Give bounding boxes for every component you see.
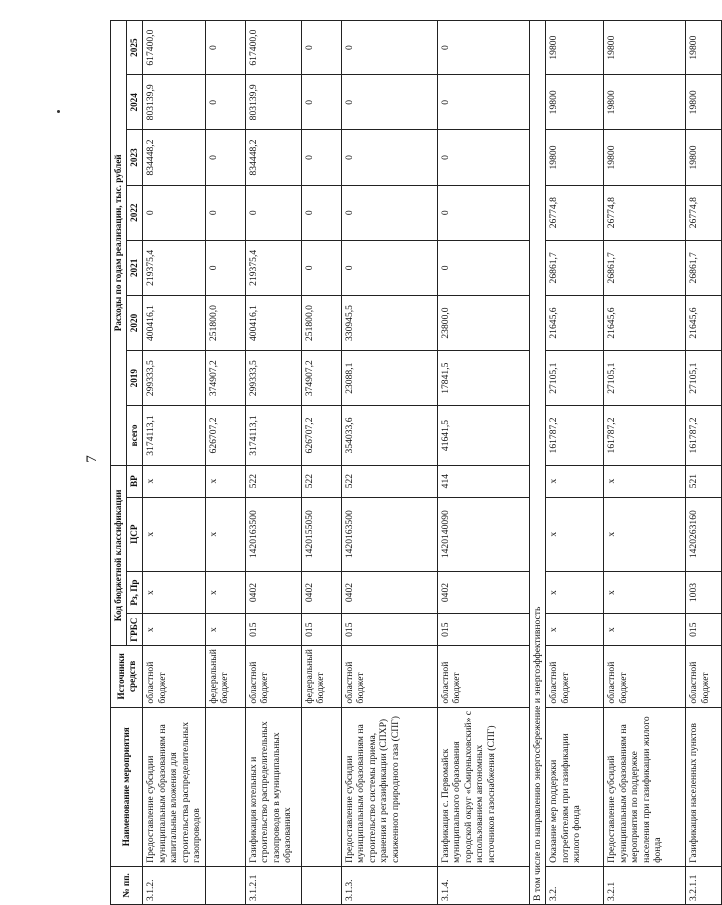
cell-vr: 522 [341,465,437,497]
cell-rzpr: х [205,571,245,613]
cell-year-value: 26861,7 [686,240,722,295]
cell-name: Газификация населенных пунктов [686,707,722,866]
cell-year-value: 19800 [686,75,722,130]
cell-rzpr: х [143,571,206,613]
cell-year-value: 27105,1 [686,351,722,406]
table-row [205,21,245,905]
page-number: 7 [84,455,100,463]
cell-vr: 522 [301,465,341,497]
cell-total: 161787,2 [546,406,604,465]
cell-year-value: 251800,0 [205,295,245,350]
cell-csr: 1420263160 [686,497,722,571]
cell-csr: 1420163500 [341,497,437,571]
cell-year-value: 19800 [604,21,686,75]
cell-num: 3.2.1 [604,866,686,904]
cell-year-value: 23088,1 [341,351,437,406]
cell-year-value: 26774,8 [604,185,686,240]
cell-year-value: 400416,1 [245,295,301,350]
scan-speck [57,110,60,113]
cell-year-value: 0 [341,185,437,240]
cell-year-value: 21645,6 [604,295,686,350]
cell-year-value: 19800 [546,130,604,185]
cell-num: 3.2.1.1 [686,866,722,904]
cell-source: областной бюджет [686,646,722,708]
cell-num: 3.1.2. [143,866,206,904]
cell-year-value: 400416,1 [143,295,206,350]
header-name: Наименование мероприятия [111,707,143,866]
cell-year-value: 19800 [686,21,722,75]
cell-vr: х [143,465,206,497]
cell-source: областной бюджет [245,646,301,708]
cell-num [205,866,245,904]
cell-year-value: 0 [301,75,341,130]
cell-year-value: 299333,5 [143,351,206,406]
cell-year-value: 0 [301,185,341,240]
header-num: № пп. [111,866,143,904]
cell-csr: х [546,497,604,571]
expense-table [110,20,722,905]
cell-year-value: 0 [205,240,245,295]
cell-year-value: 0 [301,240,341,295]
header-exp-group: Расходы по годам реализации, тыс. рублей [111,21,127,466]
cell-source: областной бюджет [143,646,206,708]
header-year: 2025 [127,21,143,75]
cell-year-value: 0 [341,240,437,295]
cell-total: 161787,2 [604,406,686,465]
table-body [143,21,722,905]
cell-year-value: 617400,0 [245,21,301,75]
cell-year-value: 26861,7 [546,240,604,295]
table-row [245,21,301,905]
cell-rzpr: 0402 [301,571,341,613]
cell-year-value: 803139,9 [245,75,301,130]
cell-rzpr: х [546,571,604,613]
table-row [546,21,604,905]
cell-year-value: 0 [437,185,529,240]
cell-year-value: 0 [437,75,529,130]
cell-name: Газификация котельных и строительство распределительных газопроводов в муниципальных образованиях [245,707,301,866]
cell-year-value: 19800 [604,75,686,130]
cell-vr: х [604,465,686,497]
header-total: всего [127,406,143,465]
cell-total: 3174113,1 [245,406,301,465]
cell-total: 626707,2 [301,406,341,465]
cell-vr: х [546,465,604,497]
cell-grbs: х [604,614,686,646]
cell-grbs: 015 [301,614,341,646]
cell-year-value: 27105,1 [546,351,604,406]
cell-year-value: 26861,7 [604,240,686,295]
cell-year-value: 330945,5 [341,295,437,350]
table-frame [110,20,711,905]
header-year: 2023 [127,130,143,185]
cell-year-value: 0 [437,21,529,75]
table-row [686,21,722,905]
cell-name [205,707,245,866]
cell-name: Предоставление субсидий муниципальным образованиям на мероприятия по поддержке населения при газификации жилого фонда [604,707,686,866]
cell-name: Оказание мер поддержки потребителям при газификации жилого фонда [546,707,604,866]
cell-vr: 522 [245,465,301,497]
cell-year-value: 0 [245,185,301,240]
cell-year-value: 17841,5 [437,351,529,406]
cell-year-value: 374907,2 [301,351,341,406]
cell-year-value: 0 [205,75,245,130]
cell-rzpr: х [604,571,686,613]
section-row [529,21,546,905]
cell-year-value: 0 [437,240,529,295]
cell-year-value: 0 [301,130,341,185]
cell-year-value: 374907,2 [205,351,245,406]
header-rzpr: Рз, Пр [127,571,143,613]
cell-total: 626707,2 [205,406,245,465]
cell-year-value: 251800,0 [301,295,341,350]
cell-year-value: 0 [205,130,245,185]
cell-num: 3.1.3. [341,866,437,904]
header-csr: ЦСР [127,497,143,571]
cell-num [301,866,341,904]
cell-year-value: 299333,5 [245,351,301,406]
cell-rzpr: 0402 [437,571,529,613]
cell-year-value: 834448,2 [143,130,206,185]
cell-year-value: 21645,6 [546,295,604,350]
header-year: 2024 [127,75,143,130]
cell-total: 41641,5 [437,406,529,465]
cell-num: 3.1.2.1 [245,866,301,904]
header-year: 2019 [127,351,143,406]
cell-num: 3.2. [546,866,604,904]
header-source: Источники средств [111,646,143,708]
cell-year-value: 617400,0 [143,21,206,75]
cell-vr: 521 [686,465,722,497]
header-year: 2021 [127,240,143,295]
cell-year-value: 19800 [604,130,686,185]
cell-csr: х [205,497,245,571]
cell-grbs: 015 [245,614,301,646]
cell-name: Предоставление субсидии муниципальным образованиям на строительство системы приема, хранения и регазификации (СПХР) сжиженного природного газа (СПГ) [341,707,437,866]
cell-source: областной бюджет [341,646,437,708]
cell-year-value: 0 [341,130,437,185]
cell-vr: 414 [437,465,529,497]
header-vr: ВР [127,465,143,497]
cell-csr: 1420140090 [437,497,529,571]
cell-year-value: 219375,4 [143,240,206,295]
cell-year-value: 219375,4 [245,240,301,295]
cell-grbs: 015 [437,614,529,646]
cell-csr: 1420163500 [245,497,301,571]
cell-source: областной бюджет [604,646,686,708]
cell-year-value: 803139,9 [143,75,206,130]
cell-year-value: 19800 [686,130,722,185]
cell-name: Предоставление субсидии муниципальным образованиям на капитальные вложения для строительства распределительных газопроводов [143,707,206,866]
cell-grbs: х [205,614,245,646]
cell-year-value: 0 [143,185,206,240]
cell-year-value: 27105,1 [604,351,686,406]
cell-year-value: 26774,8 [686,185,722,240]
table-row [604,21,686,905]
cell-grbs: 015 [341,614,437,646]
cell-source: областной бюджет [546,646,604,708]
cell-rzpr: 0402 [341,571,437,613]
cell-year-value: 19800 [546,75,604,130]
cell-name: Газификация с. Первомайск муниципального образования городской округ «Смирныховский» с использованием автономных источников газоснабжения (СПГ) [437,707,529,866]
table-row [143,21,206,905]
header-bk-group: Код бюджетной классификации [111,465,127,645]
cell-source: федеральный бюджет [205,646,245,708]
cell-source: федеральный бюджет [301,646,341,708]
header-year: 2020 [127,295,143,350]
cell-total: 354033,6 [341,406,437,465]
cell-total: 3174113,1 [143,406,206,465]
cell-num: 3.1.4. [437,866,529,904]
cell-year-value: 21645,6 [686,295,722,350]
cell-year-value: 834448,2 [245,130,301,185]
cell-grbs: х [143,614,206,646]
cell-name [301,707,341,866]
cell-csr: х [604,497,686,571]
cell-year-value: 0 [205,185,245,240]
header-grbs: ГРБС [127,614,143,646]
cell-source: областной бюджет [437,646,529,708]
cell-rzpr: 0402 [245,571,301,613]
cell-year-value: 0 [301,21,341,75]
cell-vr: х [205,465,245,497]
section-label: В том числе по направлению энергосбережение и энергоэффективность [529,21,546,905]
cell-year-value: 0 [437,130,529,185]
table-row [437,21,529,905]
cell-year-value: 0 [341,21,437,75]
cell-grbs: 015 [686,614,722,646]
cell-grbs: х [546,614,604,646]
cell-csr: х [143,497,206,571]
cell-csr: 1420155050 [301,497,341,571]
table-row [341,21,437,905]
cell-year-value: 23800,0 [437,295,529,350]
cell-year-value: 26774,8 [546,185,604,240]
cell-year-value: 0 [205,21,245,75]
cell-total: 161787,2 [686,406,722,465]
cell-year-value: 19800 [546,21,604,75]
table-row [301,21,341,905]
header-year: 2022 [127,185,143,240]
landscape-table-wrapper [110,20,711,905]
cell-year-value: 0 [341,75,437,130]
cell-rzpr: 1003 [686,571,722,613]
